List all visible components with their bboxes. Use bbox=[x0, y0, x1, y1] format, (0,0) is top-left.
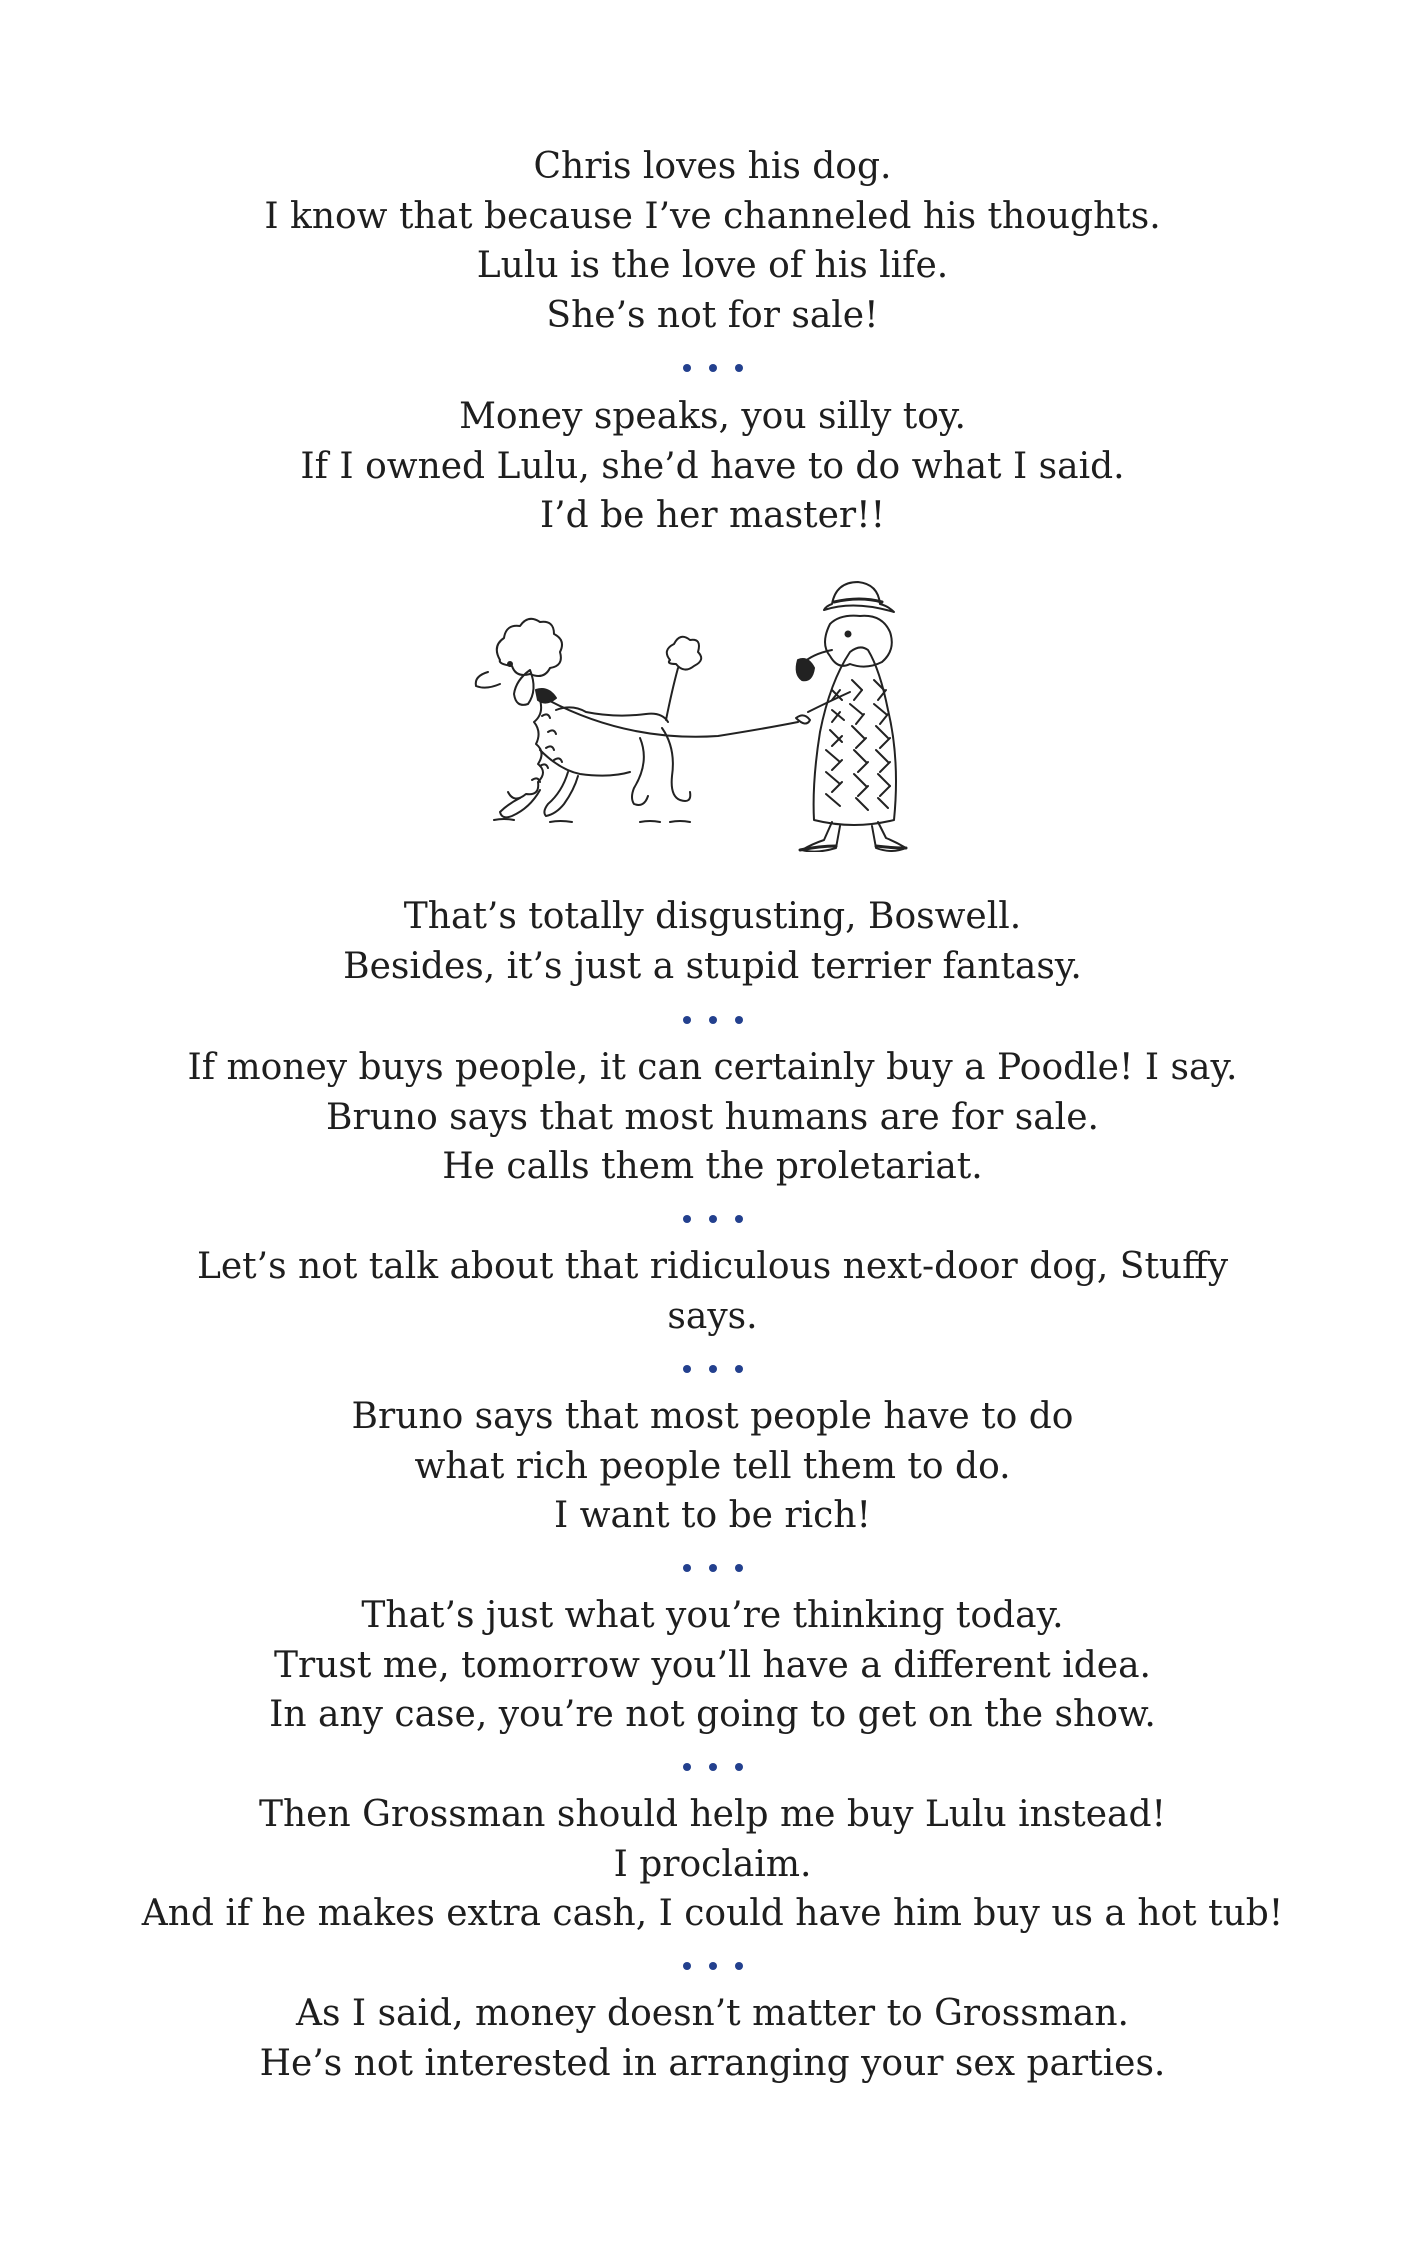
text-line: That’s totally disgusting, Boswell. bbox=[403, 896, 1022, 937]
text-line: what rich people tell them to do. bbox=[414, 1445, 1011, 1487]
text-line: Bruno says that most people have to do bbox=[351, 1396, 1074, 1437]
text-line: I want to be rich! bbox=[554, 1495, 871, 1536]
dot-icon bbox=[735, 364, 743, 372]
separator-dots bbox=[0, 1010, 1425, 1030]
text-line: She’s not for sale! bbox=[546, 294, 879, 336]
text-line: Money speaks, you silly toy. bbox=[459, 396, 966, 437]
text-line: says. bbox=[667, 1295, 758, 1337]
text-line: If money buys people, it can certainly buy a Poodle! I say. bbox=[187, 1047, 1238, 1088]
text-line: Let’s not talk about that ridiculous next-door dog, Stuffy bbox=[196, 1246, 1229, 1287]
dot-icon bbox=[735, 1365, 743, 1373]
dot-icon bbox=[735, 1962, 743, 1970]
text-line: Chris loves his dog. bbox=[533, 146, 892, 187]
dot-icon bbox=[683, 1962, 691, 1970]
dot-icon bbox=[709, 1365, 717, 1373]
stanza-money-buys-people bbox=[90, 1043, 1335, 1192]
dot-icon bbox=[709, 1564, 717, 1572]
text-line: He’s not interested in arranging your sex parties. bbox=[259, 2042, 1166, 2084]
dot-icon bbox=[683, 1763, 691, 1771]
text-line: In any case, you’re not going to get on the show. bbox=[269, 1694, 1156, 1735]
separator-dots bbox=[0, 358, 1425, 378]
stanza-totally-disgusting bbox=[90, 892, 1335, 991]
text-line: And if he makes extra cash, I could have him buy us a hot tub! bbox=[141, 1893, 1284, 1934]
separator-dots bbox=[0, 1359, 1425, 1379]
text-line: Trust me, tomorrow you’ll have a different idea. bbox=[274, 1644, 1151, 1686]
stanza-grossman-help bbox=[90, 1790, 1335, 1939]
text-line: Then Grossman should help me buy Lulu instead! bbox=[258, 1794, 1166, 1835]
dot-icon bbox=[683, 364, 691, 372]
stanza-bruno-says bbox=[90, 1392, 1335, 1541]
text-line: That’s just what you’re thinking today. bbox=[361, 1595, 1064, 1636]
stanza-thinking-today bbox=[90, 1591, 1335, 1740]
dot-icon bbox=[735, 1763, 743, 1771]
dog-walking-illustration bbox=[470, 560, 950, 852]
separator-dots bbox=[0, 1956, 1425, 1976]
text-line: Bruno says that most humans are for sale. bbox=[326, 1096, 1099, 1138]
separator-dots bbox=[0, 1558, 1425, 1578]
stanza-money-doesnt-matter bbox=[90, 1989, 1335, 2088]
dot-icon bbox=[709, 1763, 717, 1771]
dot-icon bbox=[683, 1365, 691, 1373]
dot-icon bbox=[735, 1215, 743, 1223]
text-line: As I said, money doesn’t matter to Grossman. bbox=[296, 1993, 1129, 2034]
text-line: He calls them the proletariat. bbox=[442, 1146, 983, 1187]
dot-icon bbox=[735, 1564, 743, 1572]
text-line: Besides, it’s just a stupid terrier fantasy. bbox=[343, 945, 1082, 987]
stanza-money-speaks bbox=[90, 392, 1335, 541]
dot-icon bbox=[709, 1215, 717, 1223]
stanza-chris-loves-dog bbox=[90, 142, 1335, 340]
text-line: I proclaim. bbox=[613, 1843, 812, 1885]
dot-icon bbox=[683, 1016, 691, 1024]
dot-icon bbox=[683, 1215, 691, 1223]
stanza-lets-not-talk bbox=[90, 1242, 1335, 1341]
separator-dots bbox=[0, 1209, 1425, 1229]
dot-icon bbox=[709, 1962, 717, 1970]
text-line: I’d be her master!! bbox=[539, 495, 886, 536]
dot-icon bbox=[735, 1016, 743, 1024]
dot-icon bbox=[709, 1016, 717, 1024]
dot-icon bbox=[683, 1564, 691, 1572]
dot-icon bbox=[709, 364, 717, 372]
separator-dots bbox=[0, 1757, 1425, 1777]
text-line: If I owned Lulu, she’d have to do what I said. bbox=[300, 445, 1125, 487]
text-line: Lulu is the love of his life. bbox=[476, 245, 949, 286]
text-line: I know that because I’ve channeled his thoughts. bbox=[264, 195, 1161, 237]
